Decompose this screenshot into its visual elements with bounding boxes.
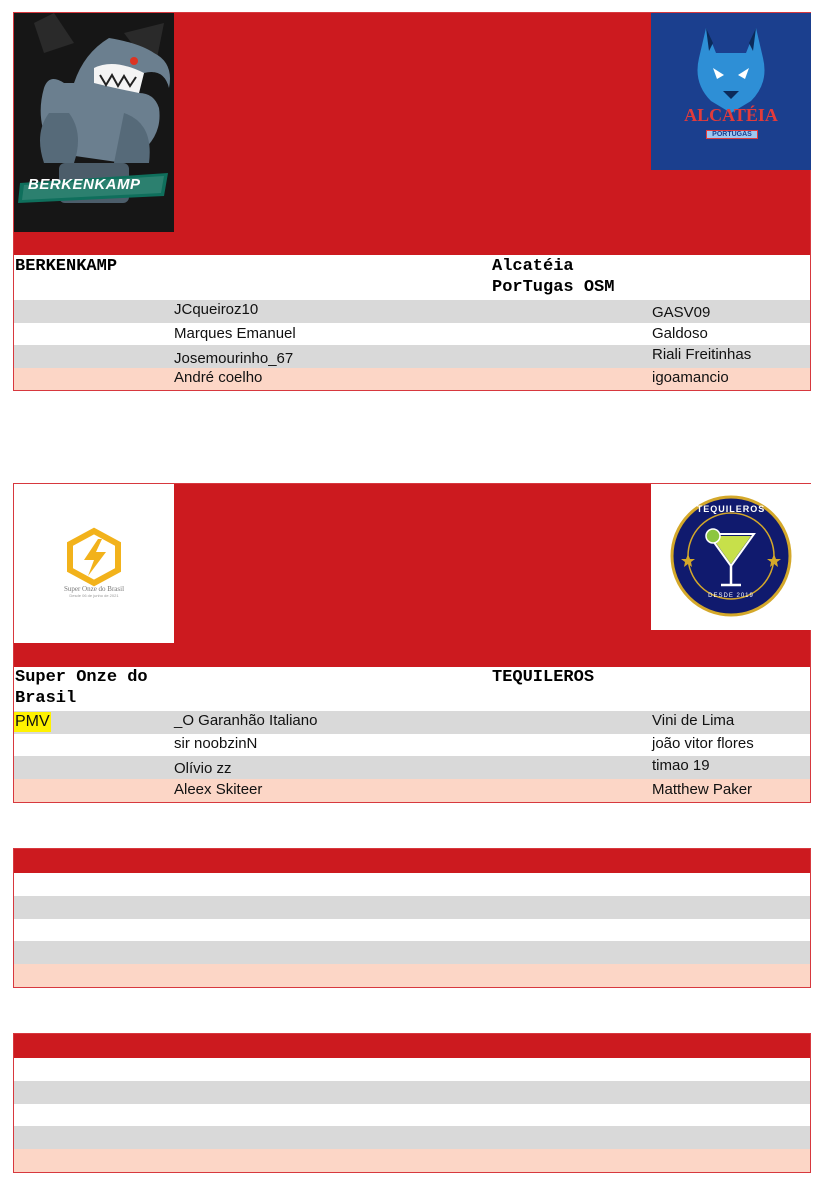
away-team-logo [651, 13, 811, 170]
away-player: GASV09 [652, 304, 711, 321]
home-team-logo [14, 13, 174, 232]
home-team-logo [14, 484, 174, 643]
home-player: _O Garanhão Italiano [174, 712, 318, 729]
home-team-name: BERKENKAMP [15, 257, 118, 276]
away-team-logo-subtext: PORTUGAS [706, 130, 758, 139]
empty-row [14, 964, 810, 987]
lightning-hexagon-icon [14, 484, 174, 643]
home-player: Josemourinho_67 [174, 350, 294, 367]
shark-mascot-icon [14, 13, 174, 232]
away-player: timao 19 [652, 757, 710, 774]
match-3-banner [14, 849, 810, 873]
home-player: JCqueiroz10 [174, 301, 259, 318]
away-player: Riali Freitinhas [652, 346, 752, 363]
player-row [14, 734, 810, 756]
wolf-mascot-icon [651, 13, 811, 170]
player-row [14, 345, 810, 368]
empty-row [14, 941, 810, 964]
home-team-logo-subtext: Desde 06 de junho de 2021 [69, 593, 119, 598]
empty-row [14, 1058, 810, 1081]
home-team-logo-text: Super Onze do Brasil [63, 585, 125, 593]
away-team-logo [651, 484, 811, 630]
empty-row [14, 896, 810, 919]
away-player: igoamancio [652, 369, 729, 386]
empty-row [14, 1081, 810, 1104]
empty-row [14, 1126, 810, 1149]
player-row [14, 779, 810, 802]
away-player: Vini de Lima [652, 712, 735, 729]
empty-row [14, 919, 810, 941]
away-player: joão vitor flores [652, 735, 754, 752]
home-player: Marques Emanuel [174, 325, 296, 342]
match-card-1 [13, 12, 811, 391]
pmv-tag: PMV [15, 713, 50, 730]
home-team-name-line-2: Brasil [15, 689, 77, 708]
away-team-logo-text: TEQUILEROS [696, 504, 766, 514]
home-player: sir noobzinN [174, 735, 258, 752]
player-row [14, 300, 810, 323]
away-team-logo-text: ALCATÉIA [684, 105, 778, 125]
empty-match-card-4 [13, 1033, 811, 1173]
away-team-logo-subtext: DESDE 2019 [708, 593, 754, 599]
player-row [14, 368, 810, 390]
empty-row [14, 1149, 810, 1172]
player-row [14, 756, 810, 779]
away-team-name: TEQUILEROS [492, 668, 595, 687]
home-team-logo-text: BERKENKAMP [28, 176, 141, 193]
away-team-name-line-1: Alcatéia [492, 257, 574, 276]
home-team-name-line-1: Super Onze do [15, 668, 148, 687]
away-team-name-line-2: PorTugas OSM [492, 278, 615, 297]
empty-row [14, 1104, 810, 1126]
home-player: Aleex Skiteer [174, 781, 263, 798]
match-card-2 [13, 483, 811, 803]
player-row [14, 711, 810, 734]
away-player: Galdoso [652, 325, 708, 342]
empty-match-card-3 [13, 848, 811, 988]
player-row [14, 323, 810, 345]
home-player: André coelho [174, 369, 263, 386]
empty-row [14, 873, 810, 896]
match-4-banner [14, 1034, 810, 1058]
away-player: Matthew Paker [652, 781, 753, 798]
home-player: Olívio zz [174, 760, 232, 777]
